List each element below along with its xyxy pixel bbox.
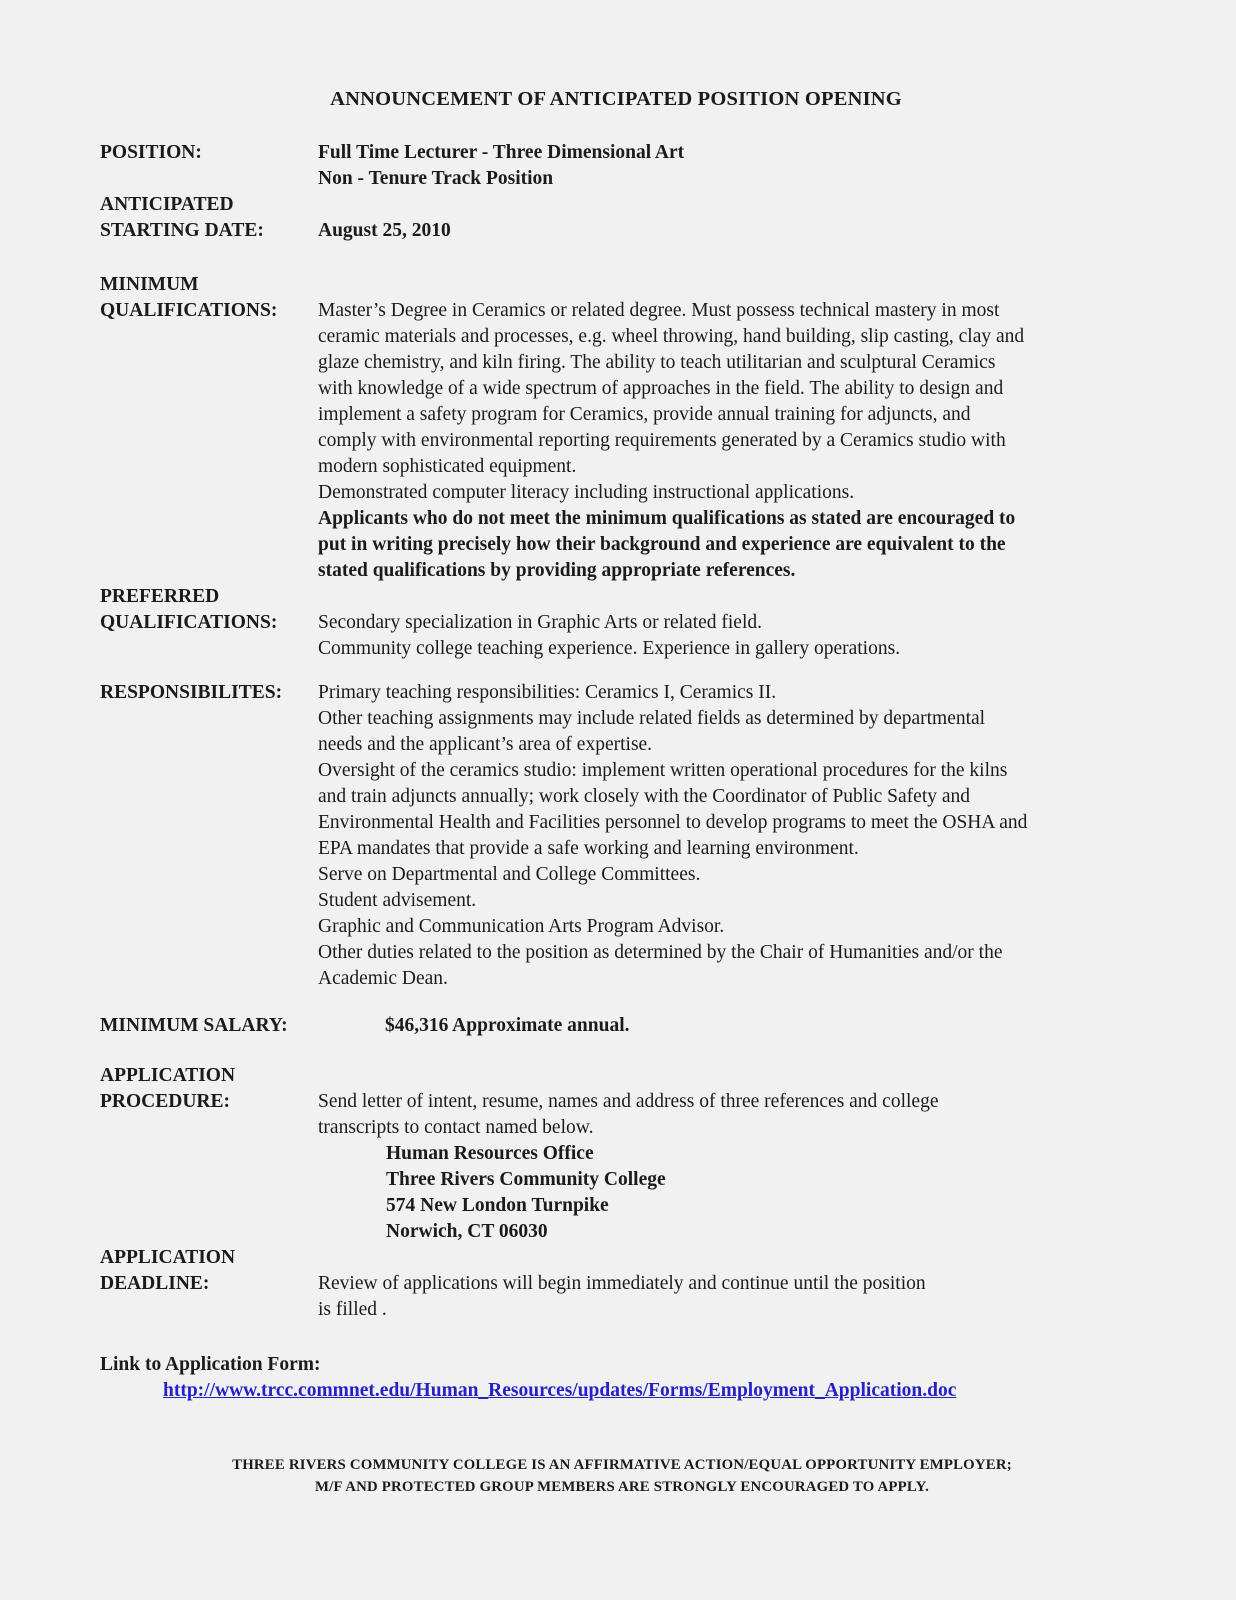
section-preferred-qualifications [100,584,1144,662]
section-responsibilities [100,680,1144,992]
text-line: Academic Dean. [318,968,448,989]
text-line: Review of applications will begin immediately and continue until the position [318,1273,926,1294]
minimum-salary-value [385,1013,1144,1039]
text-line: is filled . [318,1299,387,1320]
minimum-qualifications-text [318,298,1144,506]
text-line: implement a safety program for Ceramics, provide annual training for adjuncts, and [318,404,971,425]
preferred-qualifications-label [100,584,318,662]
footer-line-2: M/F AND PROTECTED GROUP MEMBERS ARE STRONGLY ENCOURAGED TO APPLY. [314,1478,929,1495]
text-line: comply with environmental reporting requirements generated by a Ceramics studio with [318,430,1006,451]
text-line: ANTICIPATED [100,194,234,215]
text-line: Three Rivers Community College [386,1169,666,1190]
application-form-link-row [100,1378,1144,1404]
text-line: Environmental Health and Facilities personnel to develop programs to meet the OSHA and [318,812,1028,833]
text-line: Non - Tenure Track Position [318,168,554,189]
text-line: Serve on Departmental and College Committees. [318,864,701,885]
text-line: Other teaching assignments may include related fields as determined by departmental [318,708,986,729]
text-line: Send letter of intent, resume, names and address of three references and college [318,1091,939,1112]
text-line: modern sophisticated equipment. [318,456,577,477]
section-application-deadline [100,1245,1144,1323]
text-line: Community college teaching experience. Experience in gallery operations. [318,638,901,659]
section-minimum-qualifications [100,272,1144,584]
application-form-link[interactable]: http://www.trcc.commnet.edu/Human_Resources/updates/Forms/Employment_Application.doc [163,1380,957,1401]
text-line: Master’s Degree in Ceramics or related degree. Must possess technical mastery in most [318,300,1000,321]
text-line: Applicants who do not meet the minimum qualifications as stated are encouraged to [318,508,1016,529]
footer [100,1455,1144,1498]
position-value [318,140,1144,192]
text-line: with knowledge of a wide spectrum of approaches in the field. The ability to design and [318,378,1004,399]
text-line: DEADLINE: [100,1273,210,1294]
section-position [100,140,1144,192]
starting-date-value [318,192,1144,244]
text-line: PREFERRED [100,586,220,607]
application-deadline-label [100,1245,318,1323]
application-procedure-text [318,1089,1144,1141]
application-form-heading: Link to Application Form: [100,1354,321,1375]
text-line: QUALIFICATIONS: [100,300,278,321]
minimum-qualifications-label [100,272,318,584]
minimum-salary-text: $46,316 Approximate annual. [385,1015,630,1036]
text-line: Secondary specialization in Graphic Arts or related field. [318,612,763,633]
responsibilities-body [318,680,1144,992]
starting-date-label [100,192,318,244]
section-application-procedure [100,1063,1144,1245]
text-line: Oversight of the ceramics studio: implement written operational procedures for the kilns [318,760,1008,781]
text-line: Other duties related to the position as determined by the Chair of Humanities and/or the [318,942,1003,963]
application-procedure-body [318,1063,1144,1245]
minimum-salary-label: MINIMUM SALARY: [100,1015,288,1036]
page-title: ANNOUNCEMENT OF ANTICIPATED POSITION OPENING [330,88,902,110]
section-minimum-salary [100,1013,1144,1039]
footer-line-1: THREE RIVERS COMMUNITY COLLEGE IS AN AFFIRMATIVE ACTION/EQUAL OPPORTUNITY EMPLOYER; [232,1457,1012,1473]
application-procedure-label [100,1063,318,1245]
text-line: Student advisement. [318,890,477,911]
contact-address-block [386,1141,1144,1245]
text-line: EPA mandates that provide a safe working and learning environment. [318,838,859,859]
text-line: MINIMUM [100,274,199,295]
text-line: stated qualifications by providing appropriate references. [318,560,796,581]
position-label: POSITION: [100,142,202,163]
section-anticipated-starting-date [100,192,1144,244]
text-line: 574 New London Turnpike [386,1195,609,1216]
text-line: needs and the applicant’s area of expertise. [318,734,653,755]
text-line: Human Resources Office [386,1143,594,1164]
text-line: Graphic and Communication Arts Program Advisor. [318,916,725,937]
minimum-qualifications-body [318,272,1144,584]
text-line: Demonstrated computer literacy including instructional applications. [318,482,855,503]
responsibilities-label: RESPONSIBILITES: [100,682,283,703]
text-line: Norwich, CT 06030 [386,1221,548,1242]
text-line: APPLICATION [100,1247,236,1268]
starting-date-text: August 25, 2010 [318,220,451,241]
text-line: Primary teaching responsibilities: Ceramics I, Ceramics II. [318,682,777,703]
text-line: APPLICATION [100,1065,236,1086]
application-deadline-body [318,1245,1144,1323]
minimum-qualifications-bold-note [318,506,1144,584]
text-line: ceramic materials and processes, e.g. wheel throwing, hand building, slip casting, clay and [318,326,1025,347]
text-line: QUALIFICATIONS: [100,612,278,633]
text-line: Full Time Lecturer - Three Dimensional Art [318,142,685,163]
text-line: PROCEDURE: [100,1091,230,1112]
preferred-qualifications-body [318,584,1144,662]
text-line: and train adjuncts annually; work closely with the Coordinator of Public Safety and [318,786,971,807]
text-line: put in writing precisely how their background and experience are equivalent to the [318,534,1006,555]
text-line: STARTING DATE: [100,220,264,241]
text-line: glaze chemistry, and kiln firing. The ability to teach utilitarian and sculptural Ceramics [318,352,996,373]
text-line: transcripts to contact named below. [318,1117,594,1138]
section-application-form-link [100,1352,1144,1404]
